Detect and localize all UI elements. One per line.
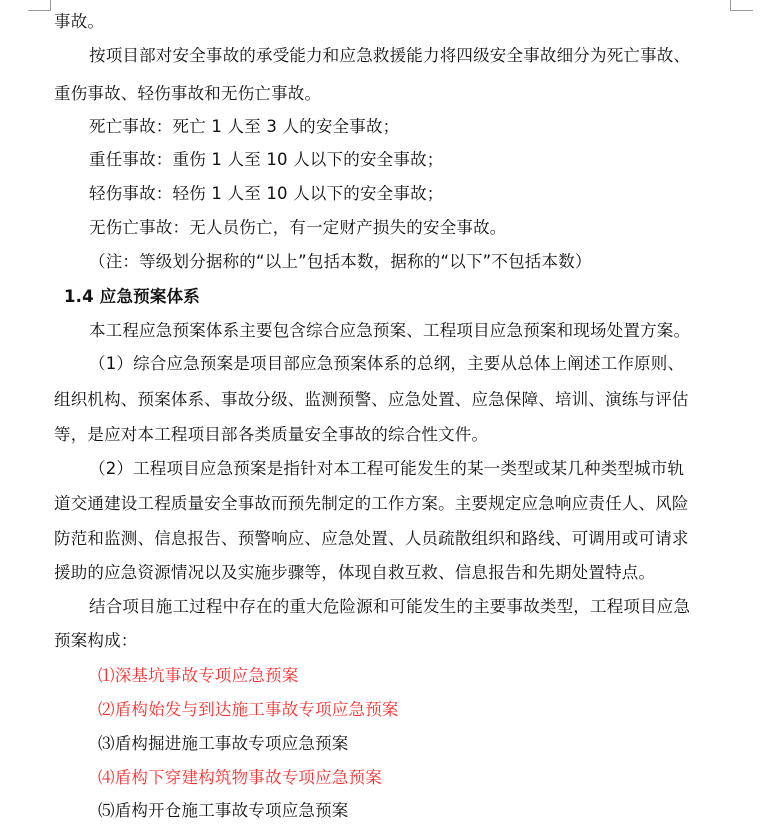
paragraph-line: 本工程应急预案体系主要包含综合应急预案、工程项目应急预案和现场处置方案。 [89, 321, 691, 340]
paragraph-line: 无伤亡事故：无人员伤亡，有一定财产损失的安全事故。 [89, 218, 507, 237]
paragraph-line: 道交通建设工程质量安全事故而预先制定的工作方案。主要规定应急响应责任人、风险 [54, 494, 689, 513]
paragraph-line: （1）综合应急预案是项目部应急预案体系的总纲，主要从总体上阐述工作原则、 [89, 354, 685, 373]
paragraph-line: 预案构成： [54, 631, 138, 650]
list-item: ⑶盾构掘进施工事故专项应急预案 [98, 734, 349, 753]
page-corner-mark [730, 0, 753, 11]
paragraph-line: 结合项目施工过程中存在的重大危险源和可能发生的主要事故类型，工程项目应急 [89, 597, 691, 616]
list-item: ⑸盾构开仓施工事故专项应急预案 [98, 801, 349, 820]
paragraph-line: 防范和监测、信息报告、预警响应、应急处置、人员疏散组织和路线、可调用或可请求 [54, 529, 689, 548]
section-heading: 1.4 应急预案体系 [64, 287, 200, 306]
paragraph-line: 轻伤事故：轻伤 1 人至 10 人以下的安全事故； [89, 184, 444, 203]
paragraph-line: 按项目部对安全事故的承受能力和应急救援能力将四级安全事故细分为死亡事故、 [89, 46, 691, 65]
list-item: ⑴深基坑事故专项应急预案 [98, 666, 299, 685]
list-item: ⑷盾构下穿建构筑物事故专项应急预案 [98, 768, 382, 787]
paragraph-line: （2）工程项目应急预案是指针对本工程可能发生的某一类型或某几种类型城市轨 [89, 459, 685, 478]
paragraph-line: 等，是应对本工程项目部各类质量安全事故的综合性文件。 [54, 425, 489, 444]
list-item: ⑵盾构始发与到达施工事故专项应急预案 [98, 700, 399, 719]
page-corner-mark [28, 0, 51, 11]
paragraph-line: 死亡事故：死亡 1 人至 3 人的安全事故； [89, 117, 400, 136]
paragraph-line: 重伤事故、轻伤事故和无伤亡事故。 [54, 84, 322, 103]
paragraph-line: 组织机构、预案体系、事故分级、监测预警、应急处置、应急保障、培训、演练与评估 [54, 390, 689, 409]
paragraph-line: 援助的应急资源情况以及实施步骤等，体现自救互救、信息报告和先期处置特点。 [54, 563, 656, 582]
note-line: （注：等级划分据称的“以上”包括本数，据称的“以下”不包括本数） [89, 252, 592, 271]
paragraph-line: 事故。 [54, 12, 105, 31]
paragraph-line: 重任事故：重伤 1 人至 10 人以下的安全事故； [89, 150, 444, 169]
